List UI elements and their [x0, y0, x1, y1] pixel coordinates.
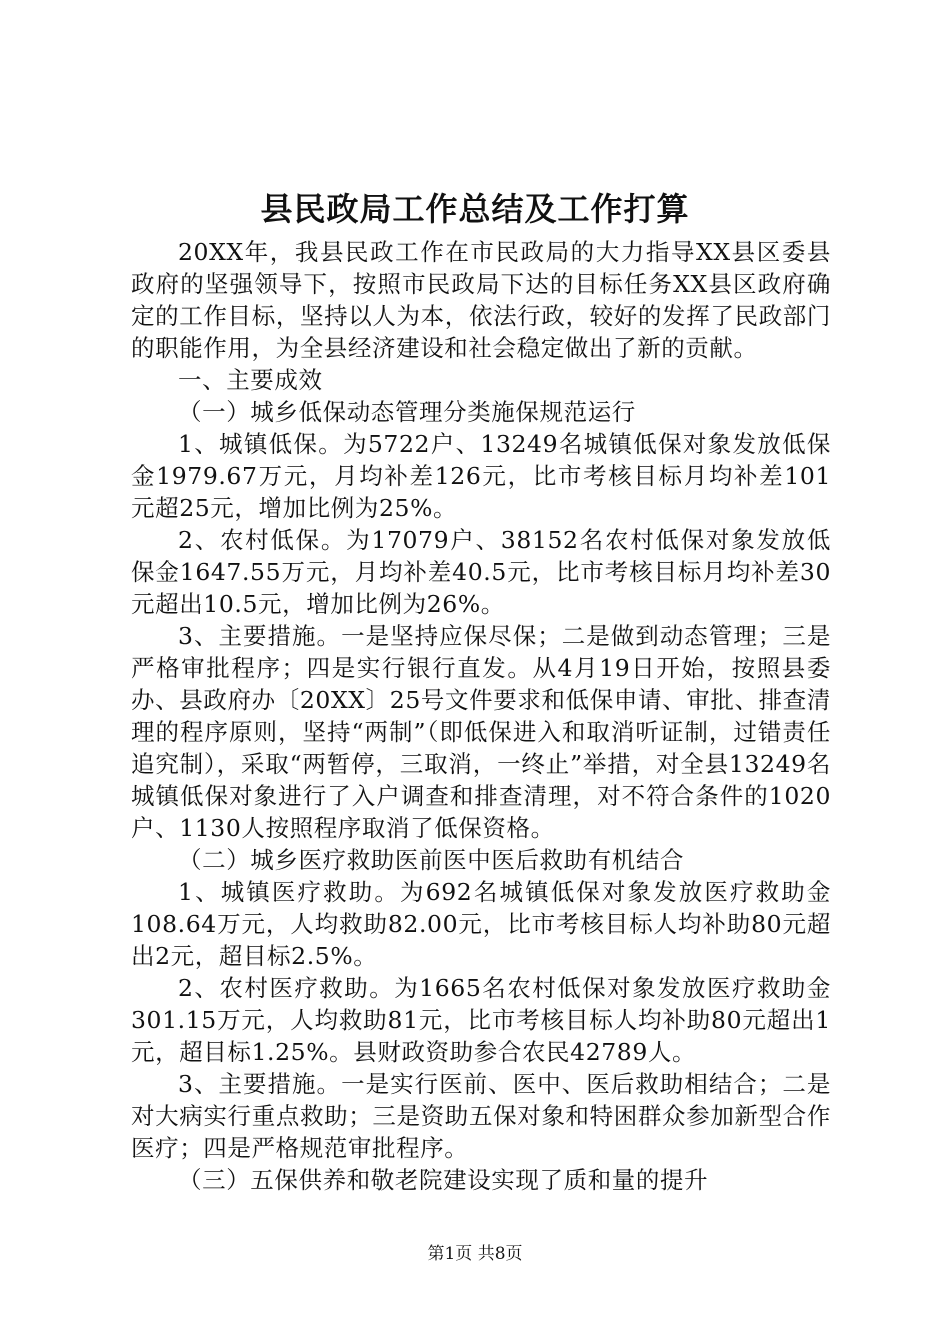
subsection-heading: （二）城乡医疗救助医前医中医后救助有机结合	[178, 846, 685, 874]
section-heading: 一、主要成效	[178, 366, 323, 394]
paragraph: 3、主要措施。一是实行医前、医中、医后救助相结合；二是对大病实行重点救助；三是资助五保对象和特困群众参加新型合作医疗；四是严格规范审批程序。	[131, 1070, 831, 1162]
subsection-heading: （三）五保供养和敬老院建设实现了质和量的提升	[178, 1166, 709, 1194]
paragraph: 2、农村医疗救助。为1665名农村低保对象发放医疗救助金301.15万元，人均救助81元，比市考核目标人均补助80元超出1元，超目标1.25%。县财政资助参合农民42789人。	[131, 974, 831, 1066]
paragraph-intro: 20XX年，我县民政工作在市民政局的大力指导XX县区委县政府的坚强领导下，按照市民政局下达的目标任务XX县区政府确定的工作目标，坚持以人为本，依法行政，较好的发挥了民政部门的职能作用，为全县经济建设和社会稳定做出了新的贡献。	[131, 238, 831, 362]
document-body	[131, 236, 831, 1196]
page-footer: 第1页 共8页	[427, 1244, 523, 1264]
document-title: 县民政局工作总结及工作打算	[260, 190, 690, 228]
paragraph: 3、主要措施。一是坚持应保尽保；二是做到动态管理；三是严格审批程序；四是实行银行直发。从4月19日开始，按照县委办、县政府办〔20XX〕25号文件要求和低保申请、审批、排查清理的程序原则，坚持“两制”（即低保进入和取消听证制，过错责任追究制），采取“两暂停，三取消，一终止”举措，对全县13249名城镇低保对象进行了入户调查和排查清理，对不符合条件的1020户、1130人按照程序取消了低保资格。	[131, 622, 831, 842]
paragraph: 1、城镇医疗救助。为692名城镇低保对象发放医疗救助金108.64万元，人均救助82.00元，比市考核目标人均补助80元超出2元，超目标2.5%。	[131, 878, 831, 970]
paragraph: 2、农村低保。为17079户、38152名农村低保对象发放低保金1647.55万元，月均补差40.5元，比市考核目标月均补差30元超出10.5元，增加比例为26%。	[131, 526, 831, 618]
subsection-heading: （一）城乡低保动态管理分类施保规范运行	[178, 398, 636, 426]
paragraph: 1、城镇低保。为5722户、13249名城镇低保对象发放低保金1979.67万元，月均补差126元，比市考核目标月均补差101元超25元，增加比例为25%。	[131, 430, 831, 522]
